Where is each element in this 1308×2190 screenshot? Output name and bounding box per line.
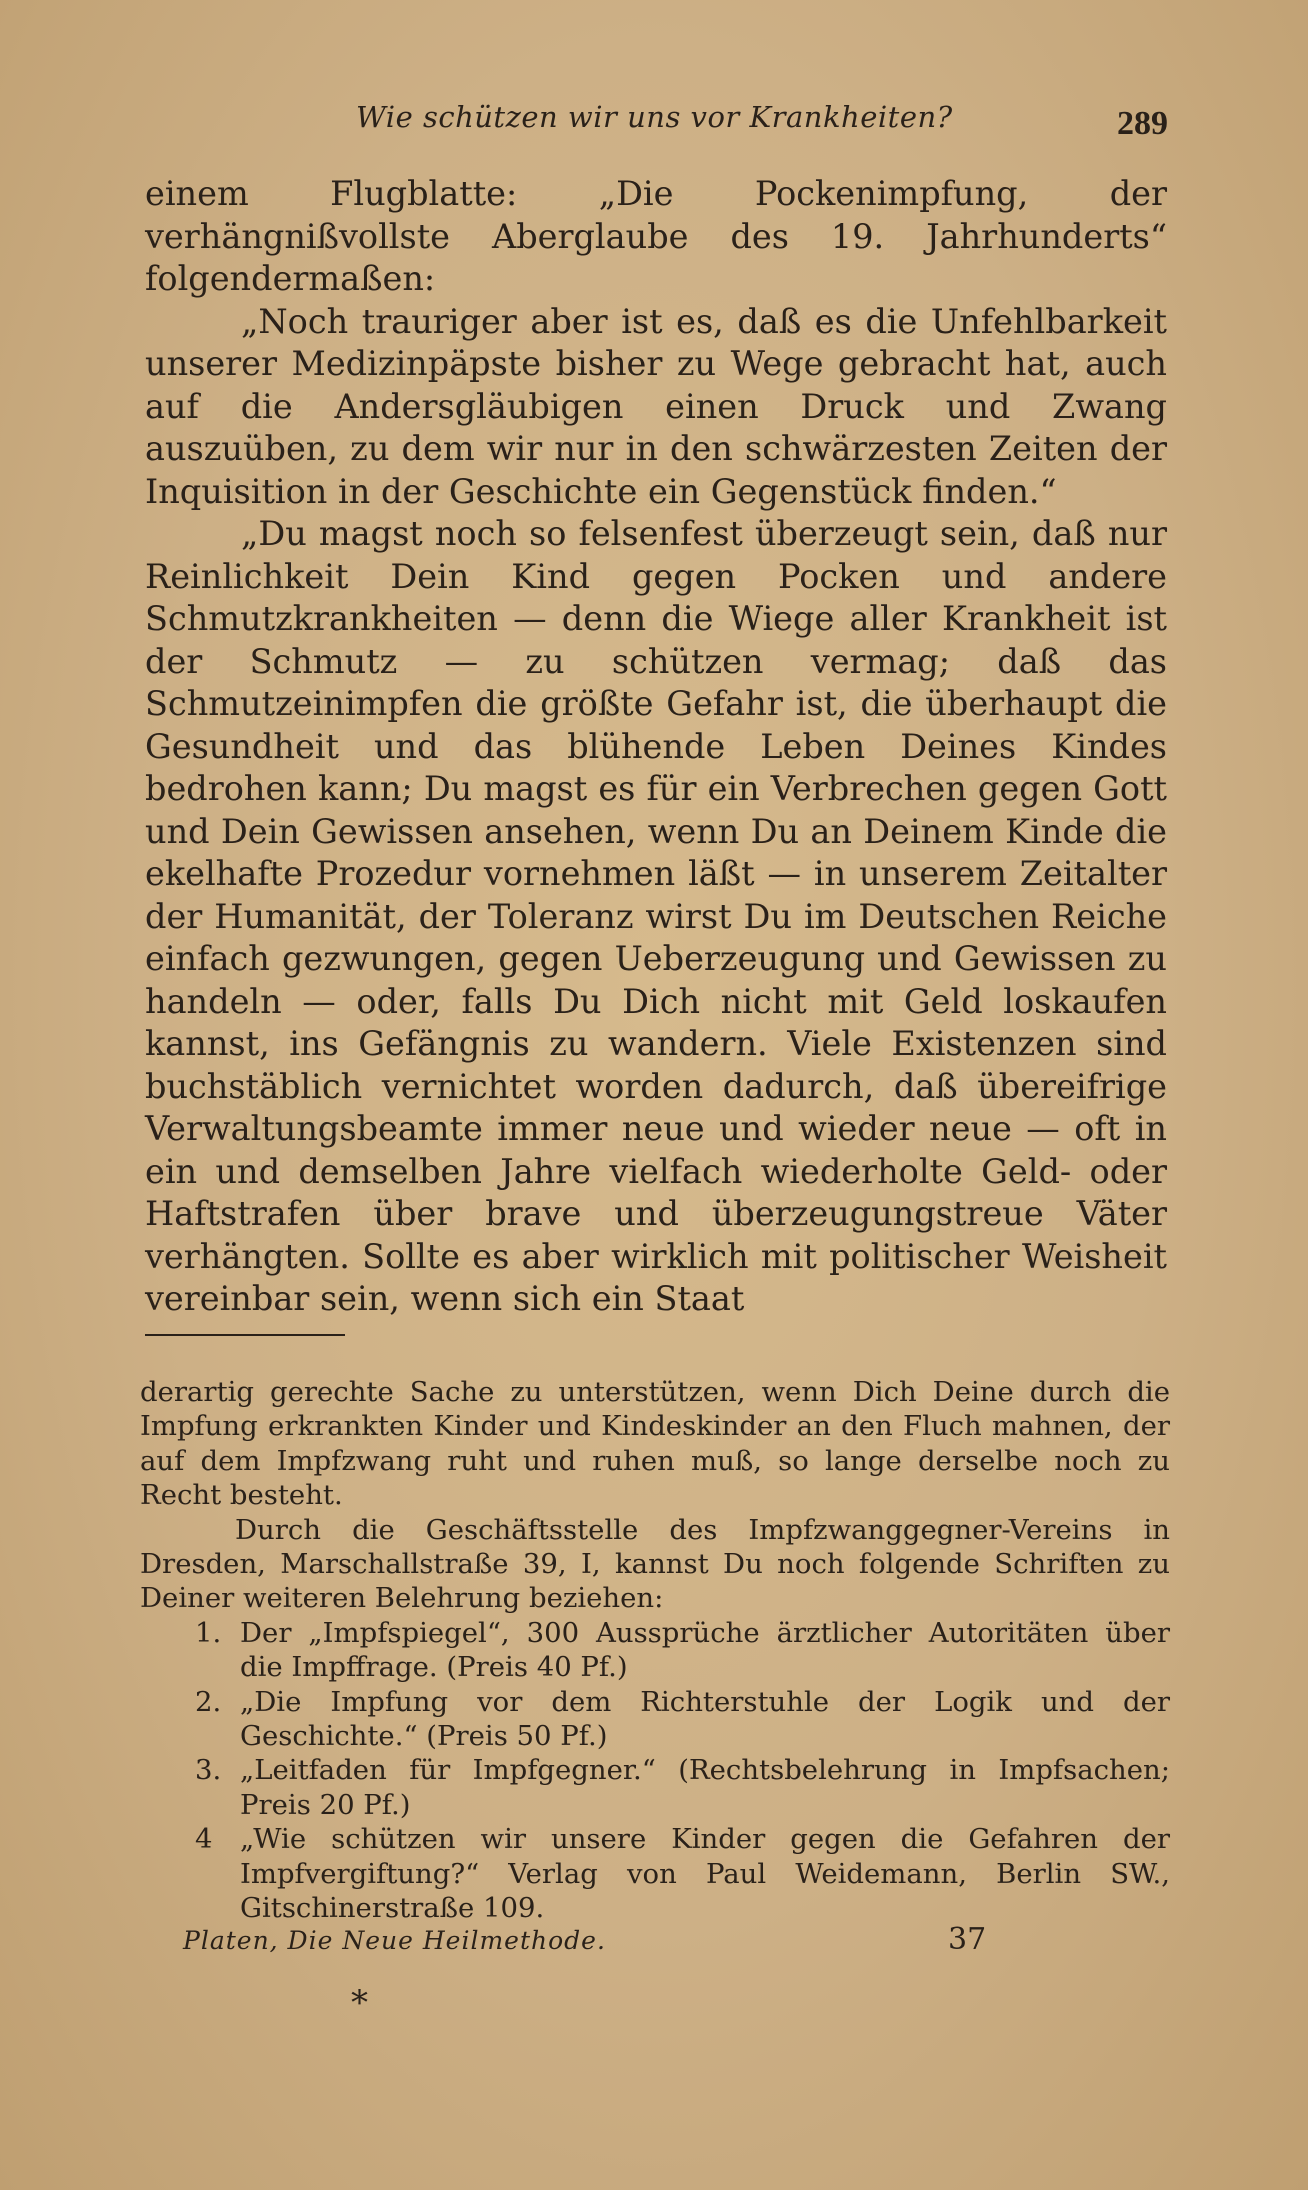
printer-signature: Platen, Die Neue Heilmethode. [183,1926,606,1955]
footnote-rule [145,1334,345,1336]
main-text [145,173,1167,1321]
footnote-continuation: derartig gerechte Sache zu unterstützen, wenn Dich Deine durch die Impfung erkrankten Kinder und Kindeskinder an den Fluch mahnen, der auf dem Impfzwang ruht und ruhen muß, so lange derselbe noch zu Recht besteht. [140,1376,1170,1512]
paragraph-3: „Du magst noch so felsenfest überzeugt sein, daß nur Reinlichkeit Dein Kind gegen Pocken und andere Schmutzkrankheiten — denn die Wiege aller Krankheit ist der Schmutz — zu schützen vermag; daß das Schmutzeinimpfen die größte Gefahr ist, die überhaupt die Gesundheit und das blühende Leben Deines Kindes bedrohen kann; Du magst es für ein Verbrechen gegen Gott und Dein Gewissen ansehen, wenn Du an Deinem Kinde die ekelhafte Prozedur vornehmen läßt — in unserem Zeitalter der Humanität, der Toleranz wirst Du im Deutschen Reiche einfach gezwungen, gegen Ueberzeugung und Gewissen zu handeln — oder, falls Du Dich nicht mit Geld loskaufen kannst, ins Gefängnis zu wandern. Viele Existenzen sind buchstäblich vernichtet worden dadurch, daß übereifrige Verwaltungsbeamte immer neue und wieder neue — oft in ein und demselben Jahre vielfach wiederholte Geld- oder Haftstrafen über brave und überzeugungstreue Väter verhängten. Sollte es aber wirklich mit politischer Weisheit vereinbar sein, wenn sich ein Staat [145,514,1167,1318]
footnote [140,1375,1170,1926]
list-item-text: „Leitfaden für Impfgegner.“ (Rechtsbelehrung in Impfsachen; Preis 20 Pf.) [240,1754,1170,1821]
list-item [140,1822,1170,1925]
list-item-text: „Die Impfung vor dem Richterstuhle der Logik und der Geschichte.“ (Preis 50 Pf.) [240,1685,1170,1753]
asterisk-mark: * [351,1983,368,2023]
list-item [140,1685,1170,1754]
paragraph-2: „Noch trauriger aber ist es, daß es die Unfehlbarkeit unserer Medizinpäpste bisher zu Wege gebracht hat, auch auf die Andersgläubigen einen Druck und Zwang auszuüben, zu dem wir nur in den schwärzesten Zeiten der Inquisition in der Geschichte ein Gegenstück finden.“ [145,301,1167,511]
paragraph-1: einem Flugblatte: „Die Pockenimpfung, der verhängnißvollste Aberglaube des 19. Jahrhunderts“ folgendermaßen: [145,174,1167,298]
list-item-number: 2. [195,1685,222,1718]
list-item-number: 4 [195,1823,213,1856]
list-item-number: 3. [195,1754,222,1787]
list-item-text: „Wie schützen wir unsere Kinder gegen die Gefahren der Impfvergiftung?“ Verlag von Paul Weidemann, Berlin SW., Gitschinerstraße 109. [240,1823,1170,1925]
footnote-intro: Durch die Geschäftsstelle des Impfzwanggegner-Vereins in Dresden, Marschallstraße 39, I, kannst Du noch folgende Schriften zu Deiner weiteren Belehrung beziehen: [140,1513,1170,1615]
sheet-number: 37 [948,1922,987,1957]
list-item-number: 1. [195,1616,222,1649]
running-head: Wie schützen wir uns vor Krankheiten? [356,100,953,134]
list-item [140,1616,1170,1685]
publication-list [140,1616,1170,1926]
list-item-text: Der „Impfspiegel“, 300 Aussprüche ärztlicher Autoritäten über die Impffrage. (Preis 40 Pf.) [240,1616,1170,1684]
list-item [140,1753,1170,1822]
page-number: 289 [1117,105,1168,142]
